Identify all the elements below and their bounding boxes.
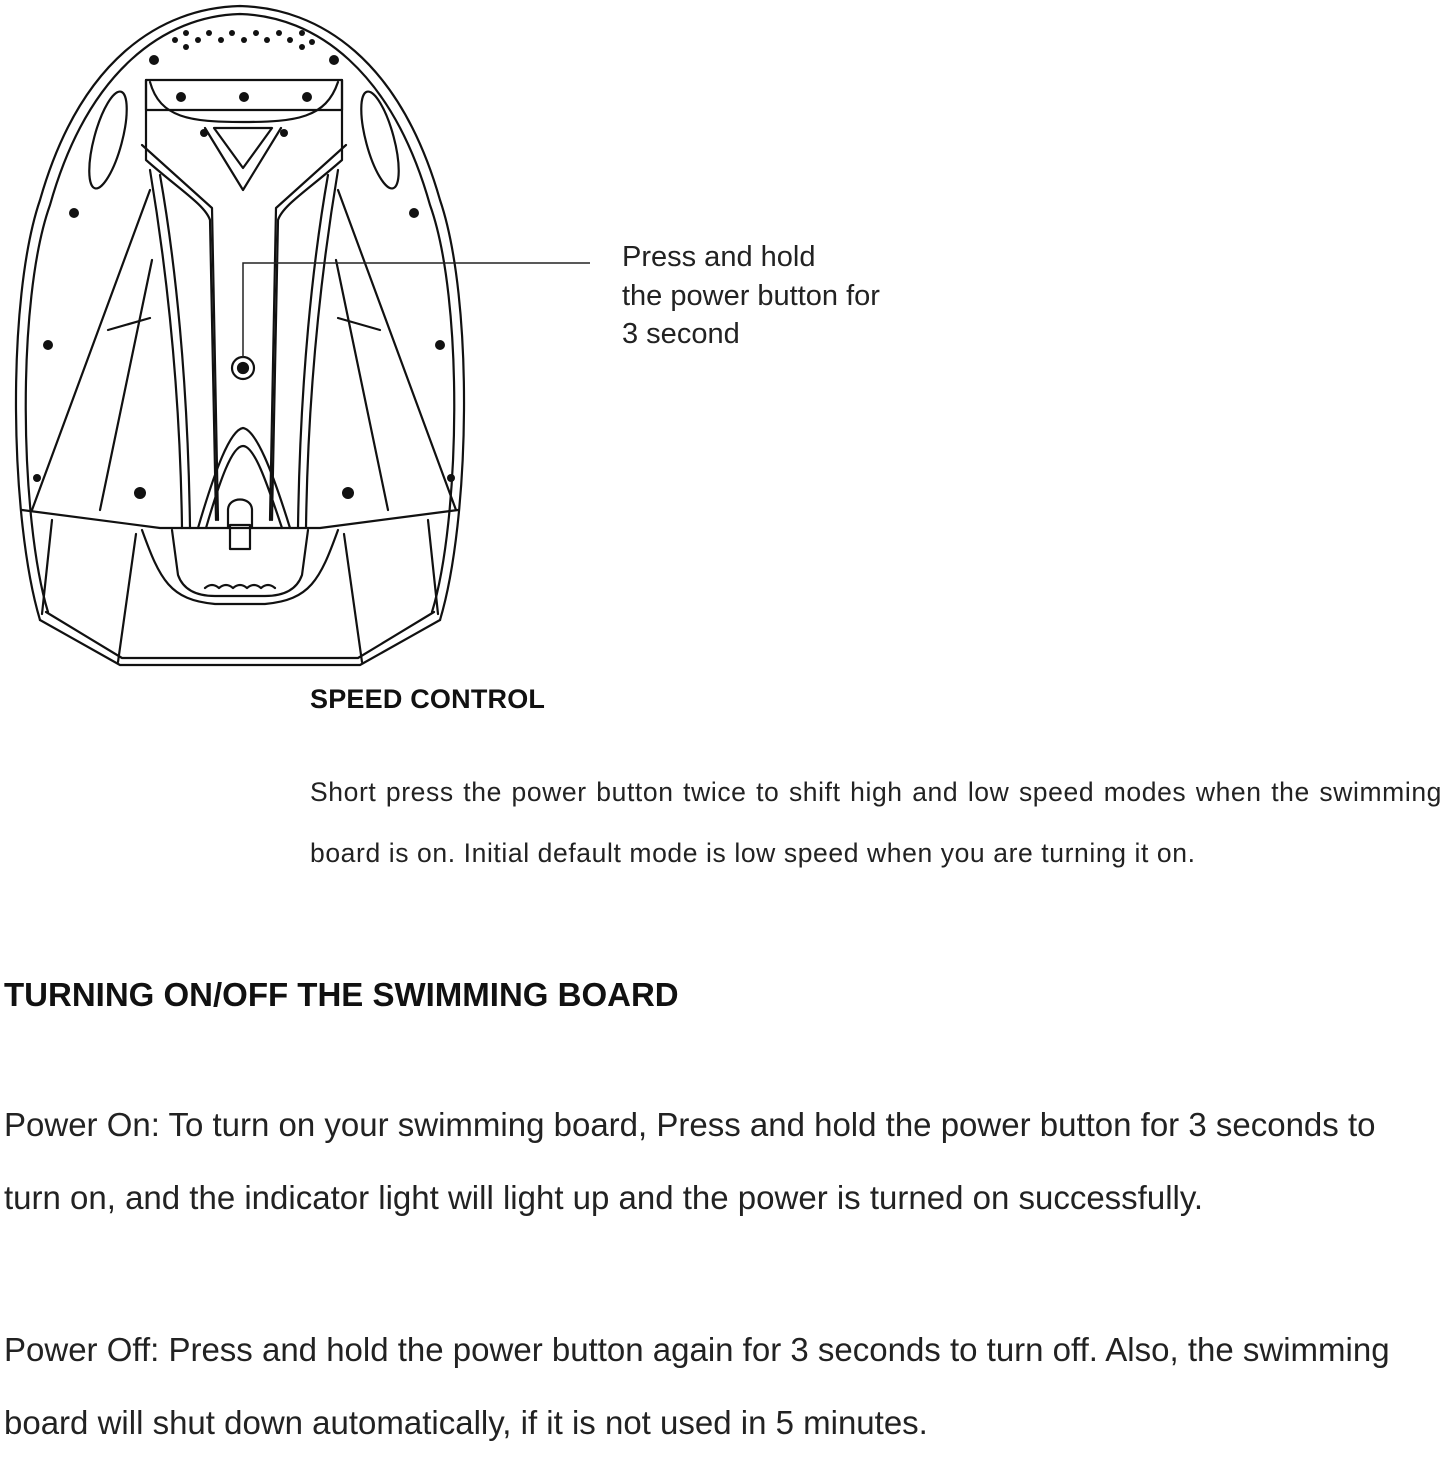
turning-on-off-heading: TURNING ON/OFF THE SWIMMING BOARD — [4, 976, 679, 1013]
power-on-text: Power On: To turn on your swimming board, Press and hold the power button for 3 seconds to turn on, and the indicator light will light up and the power is turned on successfully. — [4, 1106, 1376, 1216]
callout-leader-line — [0, 0, 600, 380]
power-off-text: Power Off: Press and hold the power button again for 3 seconds to turn off. Also, the swimming board will shut down automatically, if it is not used in 5 minutes. — [4, 1331, 1390, 1441]
speed-control-heading: SPEED CONTROL — [310, 684, 546, 714]
callout-line-1: Press and hold — [622, 241, 816, 273]
callout-line-2: the power button for — [622, 279, 880, 312]
power-button-callout — [622, 238, 880, 354]
callout-line-3: 3 second — [622, 318, 740, 350]
speed-control-text: Short press the power button twice to shift high and low speed modes when the swimming board is on. Initial default mode is low speed when you are turning it on. — [310, 777, 1442, 868]
